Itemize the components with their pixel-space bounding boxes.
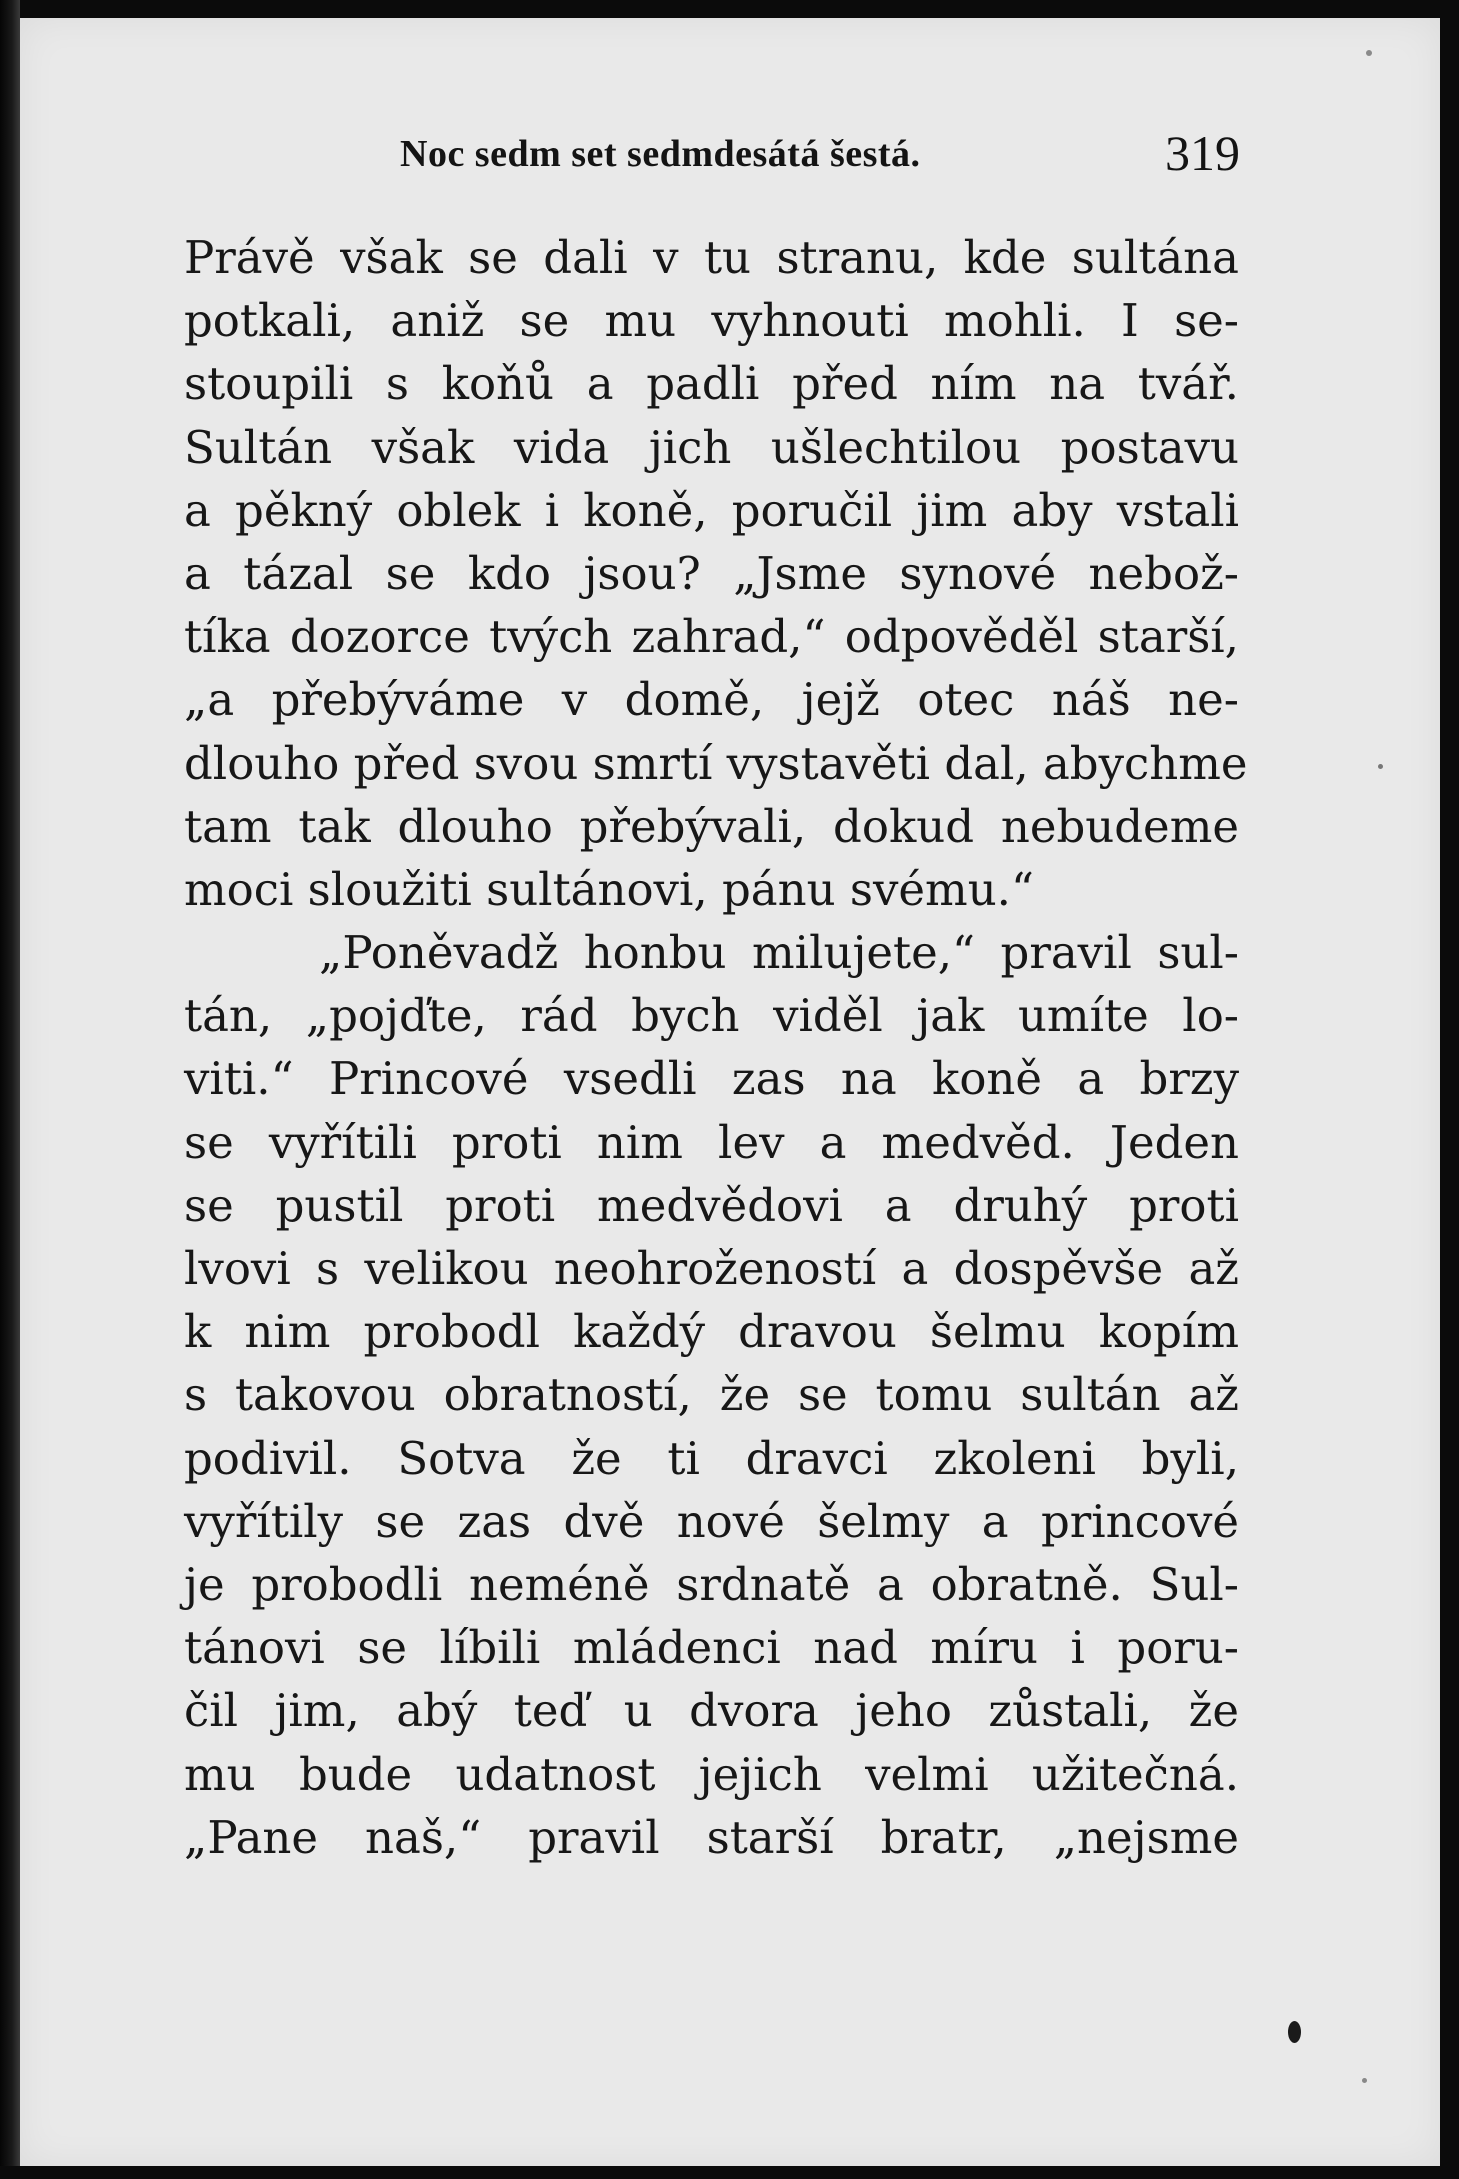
text-line: čil jim, abý teď u dvora jeho zůstali, že [184, 1684, 1239, 1738]
ink-speck [1366, 50, 1372, 56]
text-line: mu bude udatnost jejich velmi užitečná. [184, 1747, 1239, 1801]
body-text [184, 226, 1248, 1869]
text-line: tam tak dlouho přebývali, dokud nebudeme [184, 799, 1239, 853]
text-line: podivil. Sotva že ti dravci zkoleni byli, [184, 1431, 1239, 1485]
text-line: dlouho před svou smrtí vystavěti dal, abychme [184, 736, 1248, 790]
text-line: tánovi se líbili mládenci nad míru i poru- [184, 1621, 1239, 1675]
text-line: potkali, aniž se mu vyhnouti mohli. I se- [184, 294, 1239, 348]
text-line: „Pane naš,“ pravil starší bratr, „nejsme [184, 1810, 1239, 1864]
running-title: Noc sedm set sedmdesátá šestá. [400, 133, 921, 175]
text-line: viti.“ Princové vsedli zas na koně a brzy [184, 1052, 1239, 1106]
ink-speck [1378, 764, 1383, 769]
text-line: k nim probodl každý dravou šelmu kopím [184, 1305, 1239, 1359]
text-line: lvovi s velikou neohrožeností a dospěvše až [184, 1242, 1239, 1295]
text-line: Právě však se dali v tu stranu, kde sultána [184, 231, 1239, 284]
text-line: se pustil proti medvědovi a druhý proti [184, 1178, 1239, 1232]
text-line: tán, „pojďte, rád bych viděl jak umíte lo- [184, 989, 1239, 1043]
text-line: „Poněvadž honbu milujete,“ pravil sul- [319, 926, 1239, 980]
text-line: stoupili s koňů a padli před ním na tvář. [184, 357, 1239, 411]
page-header [380, 124, 1240, 184]
book-gutter-edge [0, 0, 20, 2179]
text-line: Sultán však vida jich ušlechtilou postavu [184, 420, 1239, 474]
text-line: moci sloužiti sultánovi, pánu svému.“ [184, 862, 1034, 916]
text-line: tíka dozorce tvých zahrad,“ odpověděl starší, [184, 610, 1239, 664]
scan-bottom-edge [0, 2166, 1459, 2179]
page-number: 319 [1165, 125, 1240, 181]
ink-speck [1288, 2021, 1301, 2043]
text-line: „a přebýváme v domě, jejž otec náš ne- [184, 673, 1239, 727]
text-line: s takovou obratností, že se tomu sultán až [184, 1368, 1239, 1422]
text-line: a tázal se kdo jsou? „Jsme synové nebož- [184, 546, 1239, 600]
text-line: a pěkný oblek i koně, poručil jim aby vstali [184, 483, 1239, 537]
text-line: se vyřítili proti nim lev a medvěd. Jeden [184, 1115, 1239, 1169]
ink-speck [1362, 2078, 1367, 2083]
text-line: vyřítily se zas dvě nové šelmy a princové [184, 1494, 1239, 1548]
text-line: je probodli neméně srdnatě a obratně. Sul- [184, 1557, 1239, 1611]
